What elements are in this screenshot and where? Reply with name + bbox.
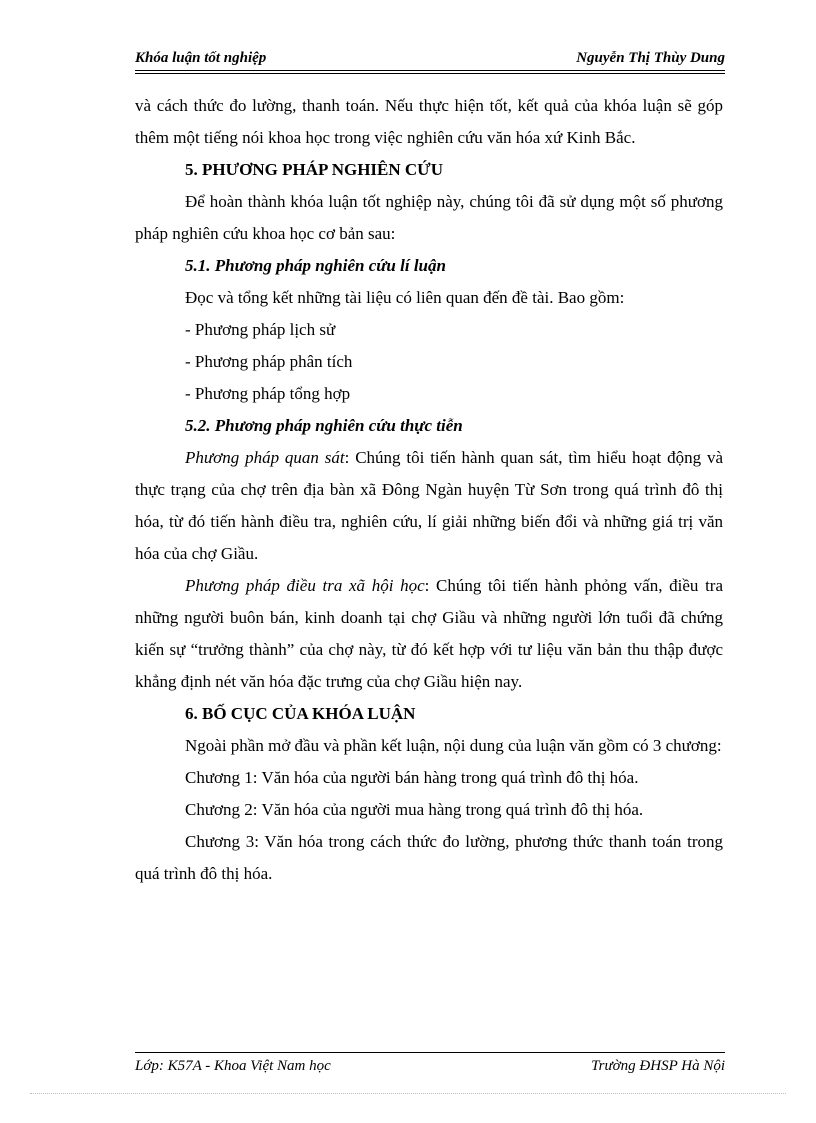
subsection-heading-5-2: 5.2. Phương pháp nghiên cứu thực tiễn [185,416,463,435]
paragraph-methods-intro: Để hoàn thành khóa luận tốt nghiệp này, chúng tôi đã sử dụng một số phương pháp nghiên cứu khoa học cơ bản sau: [135,192,723,243]
page-header [135,50,725,70]
paragraph-observation [135,442,723,570]
list-item: - Phương pháp lịch sử [185,320,336,339]
paragraph-intro-end: và cách thức đo lường, thanh toán. Nếu thực hiện tốt, kết quả của khóa luận sẽ góp thêm một tiếng nói khoa học trong việc nghiên cứu văn hóa xứ Kinh Bắc. [135,96,723,147]
section-heading-6: 6. BỐ CỤC CỦA KHÓA LUẬN [185,704,416,723]
paragraph-structure: Ngoài phần mở đầu và phần kết luận, nội dung của luận văn gồm có 3 chương: [185,736,722,755]
chapter-item: Chương 1: Văn hóa của người bán hàng trong quá trình đô thị hóa. [185,768,639,787]
method-name: Phương pháp điều tra xã hội học [185,576,425,595]
page-edge-dotted-line [30,1093,786,1094]
footer-class: Lớp: K57A - Khoa Việt Nam học [135,1058,331,1074]
paragraph-theory: Đọc và tổng kết những tài liệu có liên quan đến đề tài. Bao gồm: [185,288,625,307]
document-body [135,90,723,890]
chapter-item: Chương 2: Văn hóa của người mua hàng trong quá trình đô thị hóa. [185,800,644,819]
subsection-heading-5-1: 5.1. Phương pháp nghiên cứu lí luận [185,256,446,275]
method-description: : Chúng tôi tiến hành quan sát, tìm hiểu hoạt động và thực trạng của chợ trên địa bàn xã Đông Ngàn huyện Từ Sơn trong quá trình đô thị hóa, từ đó tiến hành điều tra, nghiên cứu, lí giải những biến đổi và những giá trị văn hóa của chợ Giầu. [135,448,723,563]
paragraph-survey [135,570,723,698]
chapter-item: Chương 3: Văn hóa trong cách thức đo lường, phương thức thanh toán trong quá trình đô thị hóa. [135,832,723,883]
list-item: - Phương pháp tổng hợp [185,384,351,403]
header-title: Khóa luận tốt nghiệp [135,50,267,66]
header-rule [135,70,725,71]
section-heading-5: 5. PHƯƠNG PHÁP NGHIÊN CỨU [185,160,443,179]
header-author: Nguyễn Thị Thùy Dung [576,50,725,66]
list-item: - Phương pháp phân tích [185,352,353,371]
footer-rule [135,1052,725,1053]
method-description: : Chúng tôi tiến hành phỏng vấn, điều tra những người buôn bán, kinh doanh tại chợ Giầu và những người lớn tuổi đã chứng kiến sự “trưởng thành” của chợ này, từ đó kết hợp với tư liệu văn bản thu thập được khẳng định nét văn hóa đặc trưng của chợ Giầu hiện nay. [135,576,723,691]
method-name: Phương pháp quan sát [185,448,345,467]
header-rule-thin [135,73,725,74]
footer-school: Trường ĐHSP Hà Nội [591,1058,725,1074]
page-footer [135,1058,725,1078]
